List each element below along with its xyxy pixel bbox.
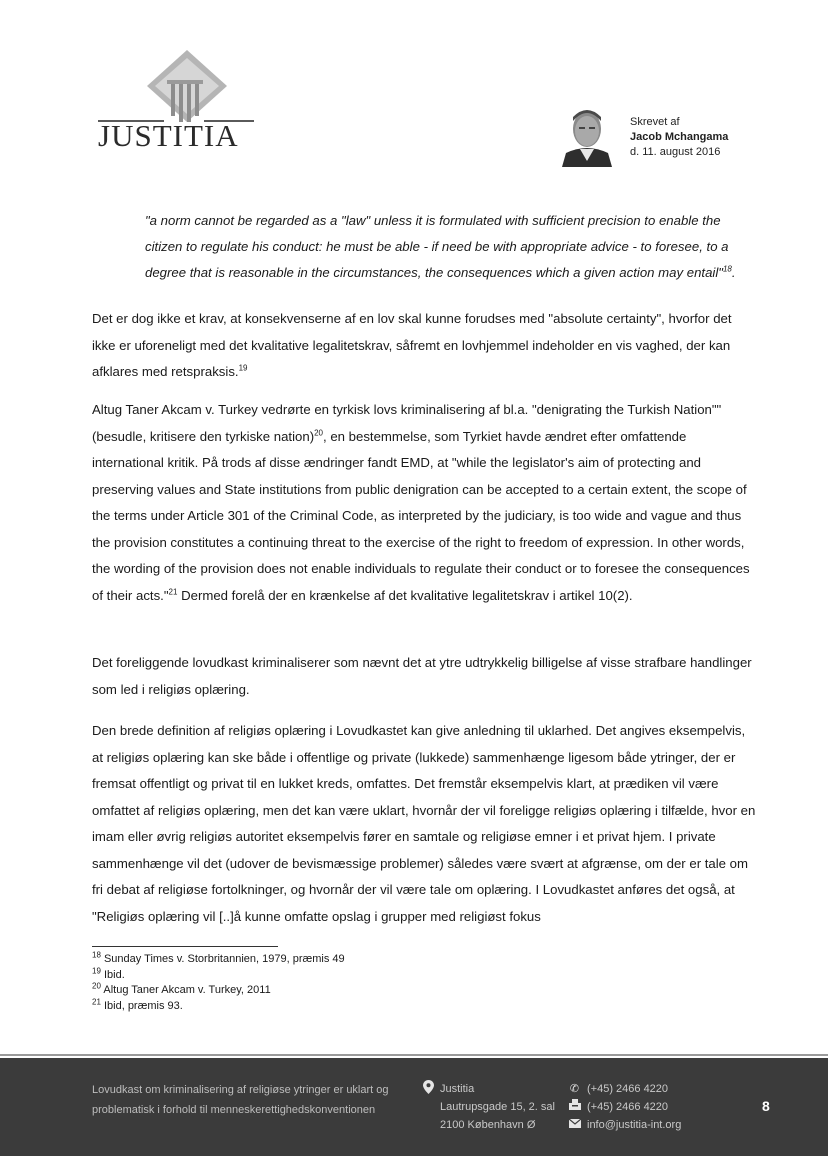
footnote-separator [92,946,278,947]
footnote-ref-21: 21 [168,587,178,597]
quote-end: . [731,265,736,280]
footnotes [92,952,345,1014]
logo-text: JUSTITIA [98,118,239,153]
footer-bar [0,1058,828,1156]
paragraph-1-text: Det er dog ikke et krav, at konsekvenserne af en lov skal kunne forudses med "absolute certainty", hvorfor det ikke er uforeneligt med det kvalitative legalitetskrav, såfremt en lovhjemmel indeholder en vis vaghed, der kan afklares med retspraksis. [92,311,732,379]
footnote-ref-18: 18 [722,264,732,274]
quote-block [145,208,755,286]
footer-top-line [0,1054,828,1056]
footer-phone[interactable]: (+45) 2466 4220 [587,1083,669,1095]
footer-email[interactable]: info@justitia-int.org [587,1119,682,1131]
footnote: $^{21}$ Ibid, præmis 93. [92,996,183,1012]
fax-icon [568,1098,581,1116]
author-photo [556,103,618,167]
paragraph-3 [92,650,756,703]
footnote-ref-19: 19 [238,363,248,373]
paragraph-2-part3: Dermed forelå der en krænkelse af det kvalitative legalitetskrav i artikel 10(2). [177,587,633,603]
footer-email-row [568,1116,681,1134]
paragraph-1 [92,306,756,386]
footnote: $^{19}$ Ibid. [92,965,125,981]
author-info [630,115,728,160]
author-name: Jacob Mchangama [630,131,729,143]
paragraph-4 [92,718,756,930]
footer-org-name: Justitia [440,1083,475,1095]
footnote-ref-20: 20 [314,428,323,438]
footnote: $^{20}$ Altug Taner Akcam v. Turkey, 2011 [92,981,271,996]
location-pin-icon [422,1080,435,1100]
email-icon [568,1116,581,1134]
author-label: Skrevet af [630,116,680,128]
paragraph-2-part1: Altug Taner Akcam v. Turkey vedrørte en tyrkisk lovs kriminalisering af bl.a. "denigrating the Turkish Nation"" (besudle, kritisere den tyrkiske nation) [92,402,722,444]
footer-address [422,1080,555,1131]
footer-address-line1: Lautrupsgade 15, 2. sal [440,1101,555,1113]
footer-address-line2: 2100 København Ø [440,1119,536,1131]
paragraph-2 [92,397,756,609]
page-number: 8 [762,1098,770,1114]
footer-doc-title: Lovudkast om kriminalisering af religiøse ytringer er uklart og problematisk i forhold til menneskerettighedskonventionen [92,1084,389,1116]
paragraph-3-text: Det foreliggende lovudkast kriminaliserer som nævnt det at ytre udtrykkelig billigelse af visse strafbare handlinger som led i religiøs oplæring. [92,655,752,697]
quote-text: "a norm cannot be regarded as a "law" unless it is formulated with sufficient precision to enable the citizen to regulate his conduct: he must be able - if need be with appropriate advice - to foresee, to a degree that is reasonable in the circumstances, the consequences which a given action may entail" [145,213,729,280]
footnote: $^{18}$ Sunday Times v. Storbritannien, 1979, præmis 49 [92,950,345,965]
footer-contact [568,1080,681,1134]
paragraph-4-text: Den brede definition af religiøs oplæring i Lovudkastet kan give anledning til uklarhed. Det angives eksempelvis, at religiøs oplæring kan ske både i offentlige og private (lukkede) sammenhænge ligesom både ytringer, der er fremsat offentligt og privat til en lukket kreds, omfattes. Det fremstår eksempelvis klart, at prædiken vil være omfattet af religiøs oplæring, men det kan være uklart, hvornår der vil foreligge religiøs oplæring i tilfælde, hvor en imam eller øvrig religiøs autoritet eksempelvis fører en samtale og religiøse emner i et privat hjem. I private sammenhænge vil det (udover de bevismæssige problemer) således være svært at afgrænse, om der er tale om fri debat af religiøse fortolkninger, og hvornår der vil være tale om oplæring. I Lovudkastet anføres det også, at "Religiøs oplæring vil [..]å kunne omfatte opslag i grupper med religiøst fokus [92,723,756,924]
footer-fax: (+45) 2466 4220 [587,1101,669,1113]
footer-phone-row [568,1080,681,1098]
phone-icon: ✆ [569,1083,580,1095]
author-date: d. 11. august 2016 [630,146,721,158]
justitia-logo [92,42,282,162]
paragraph-2-part2: , en bestemmelse, som Tyrkiet havde ændret efter omfattende international kritik. På trods af disse ændringer fandt EMD, at "while the legislator's aim of protecting and preserving values and State institutions from public denigration can be accepted to a certain extent, the scope of the terms under Article 301 of the Criminal Code, as interpreted by the judiciary, is too wide and vague and thus the provision constitutes a continuing threat to the exercise of the right to freedom of expression. In other words, the wording of the provision does not enable individuals to regulate their conduct or to foresee the consequences of their acts." [92,428,750,603]
footer-fax-row [568,1098,681,1116]
